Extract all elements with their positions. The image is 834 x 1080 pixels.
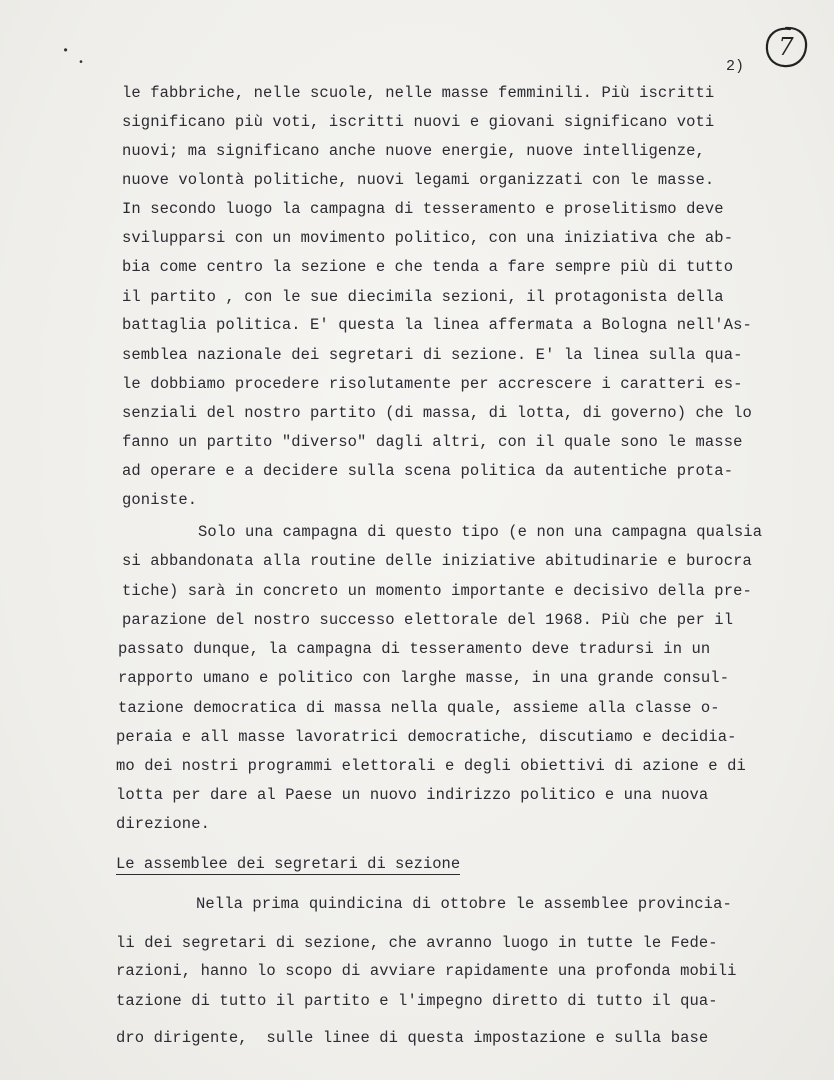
- text-line: il partito , con le sue diecimila sezioni, il protagonista della: [122, 288, 724, 306]
- circled-folio-mark: [760, 22, 812, 72]
- text-line: lotta per dare al Paese un nuovo indirizzo politico e una nuova: [116, 786, 709, 804]
- text-line: razioni, hanno lo scopo di avviare rapidamente una profonda mobili: [116, 962, 737, 980]
- text-line: nuovi; ma significano anche nuove energie, nuove intelligenze,: [122, 142, 705, 160]
- text-line: rapporto umano e politico con larghe masse, in una grande consul-: [118, 669, 730, 687]
- text-line: fanno un partito "diverso" dagli altri, con il quale sono le masse: [122, 433, 743, 451]
- text-line: peraia e all masse lavoratrici democratiche, discutiamo e decidia-: [116, 728, 737, 746]
- text-line: tazione democratica di massa nella quale, assieme alla classe o-: [118, 699, 720, 717]
- text-line: ad operare e a decidere sulla scena politica da autentiche prota-: [122, 462, 734, 480]
- text-line: direzione.: [116, 815, 211, 833]
- text-line: battaglia politica. E' questa la linea affermata a Bologna nell'As-: [122, 316, 752, 334]
- text-line: le fabbriche, nelle scuole, nelle masse femminili. Più iscritti: [122, 84, 715, 102]
- folio-number: 7: [778, 33, 794, 61]
- text-line: tazione di tutto il partito e l'impegno diretto di tutto il qua-: [116, 992, 718, 1010]
- text-line: Nella prima quindicina di ottobre le assemblee provincia-: [196, 895, 732, 913]
- text-line: significano più voti, iscritti nuovi e giovani significano voti: [122, 113, 715, 131]
- text-line: senziali del nostro partito (di massa, di lotta, di governo) che lo: [122, 404, 752, 422]
- text-line: semblea nazionale dei segretari di sezione. E' la linea sulla qua-: [122, 346, 743, 364]
- folio-circle-icon: [760, 22, 812, 72]
- text-line: mo dei nostri programmi elettorali e degli obiettivi di azione e di: [116, 757, 746, 775]
- text-line: parazione del nostro successo elettorale del 1968. Più che per il: [122, 611, 734, 629]
- text-line: In secondo luogo la campagna di tesseramento e proselitismo deve: [122, 200, 724, 218]
- text-line: bia come centro la sezione e che tenda a fare sempre più di tutto: [122, 258, 734, 276]
- text-line: nuove volontà politiche, nuovi legami organizzati con le masse.: [122, 171, 715, 189]
- text-line: dro dirigente, sulle linee di questa impostazione e sulla base: [116, 1029, 709, 1047]
- text-line: li dei segretari di sezione, che avranno luogo in tutte le Fede-: [116, 934, 718, 952]
- text-line: si abbandonata alla routine delle iniziative abitudinarie e burocra: [122, 552, 752, 570]
- text-line: goniste.: [122, 491, 198, 509]
- text-line: Solo una campagna di questo tipo (e non una campagna qualsia: [198, 523, 763, 541]
- stray-mark: •: [62, 44, 70, 58]
- text-line: tiche) sarà in concreto un momento importante e decisivo della pre-: [122, 582, 752, 600]
- section-heading: Le assemblee dei segretari di sezione: [116, 855, 461, 873]
- page-number: 2): [726, 58, 745, 75]
- stray-mark: •: [78, 58, 85, 69]
- text-line: le dobbiamo procedere risolutamente per accrescere i caratteri es-: [122, 375, 743, 393]
- text-line: svilupparsi con un movimento politico, con una iniziativa che ab-: [122, 229, 734, 247]
- text-line: passato dunque, la campagna di tesseramento deve tradursi in un: [118, 640, 711, 658]
